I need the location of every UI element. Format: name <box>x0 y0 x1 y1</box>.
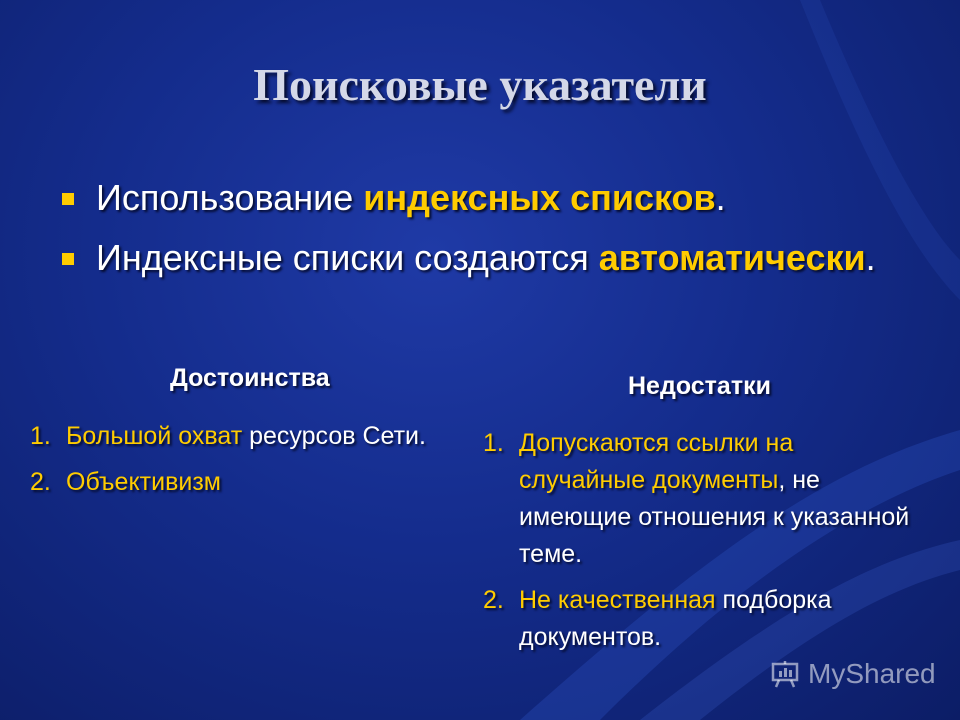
item-number: 2. <box>483 586 504 614</box>
item-highlight: Большой охват <box>66 422 243 450</box>
square-bullet-icon <box>62 193 74 205</box>
bullet-highlight: автоматически <box>598 237 866 278</box>
item-number: 1. <box>483 429 504 457</box>
disadvantages-heading: Недостатки <box>628 372 771 400</box>
list-item <box>30 464 440 501</box>
disadvantages-list <box>483 425 923 665</box>
bullet-punct: . <box>715 177 726 218</box>
bullet-item <box>60 232 920 284</box>
slide-title: Поисковые указатели <box>253 59 707 110</box>
bullet-item <box>60 172 920 224</box>
watermark-text: MyShared <box>808 658 936 689</box>
item-text: , не имеющие отношения к указанной теме. <box>519 466 910 568</box>
bullet-punct: . <box>865 237 876 278</box>
list-item <box>30 418 440 455</box>
item-text: ресурсов Сети. <box>242 422 426 450</box>
bullet-text: Индексные списки создаются <box>96 237 599 278</box>
item-number: 1. <box>30 422 51 450</box>
list-item <box>483 582 923 656</box>
advantages-list <box>30 418 440 510</box>
presentation-board-icon <box>770 659 800 689</box>
item-number: 2. <box>30 468 51 496</box>
item-highlight: Объективизм <box>66 468 221 496</box>
watermark <box>770 658 936 690</box>
item-highlight: Допускаются ссылки на случайные документы <box>519 429 794 494</box>
bullet-text: Использование <box>96 177 364 218</box>
list-item <box>483 425 923 573</box>
bullet-highlight: индексных списков <box>363 177 716 218</box>
item-text: подборка документов. <box>519 586 832 651</box>
main-bullets <box>60 172 920 292</box>
square-bullet-icon <box>62 253 74 265</box>
advantages-heading: Достоинства <box>170 364 330 392</box>
item-highlight: Не качественная <box>519 586 716 614</box>
